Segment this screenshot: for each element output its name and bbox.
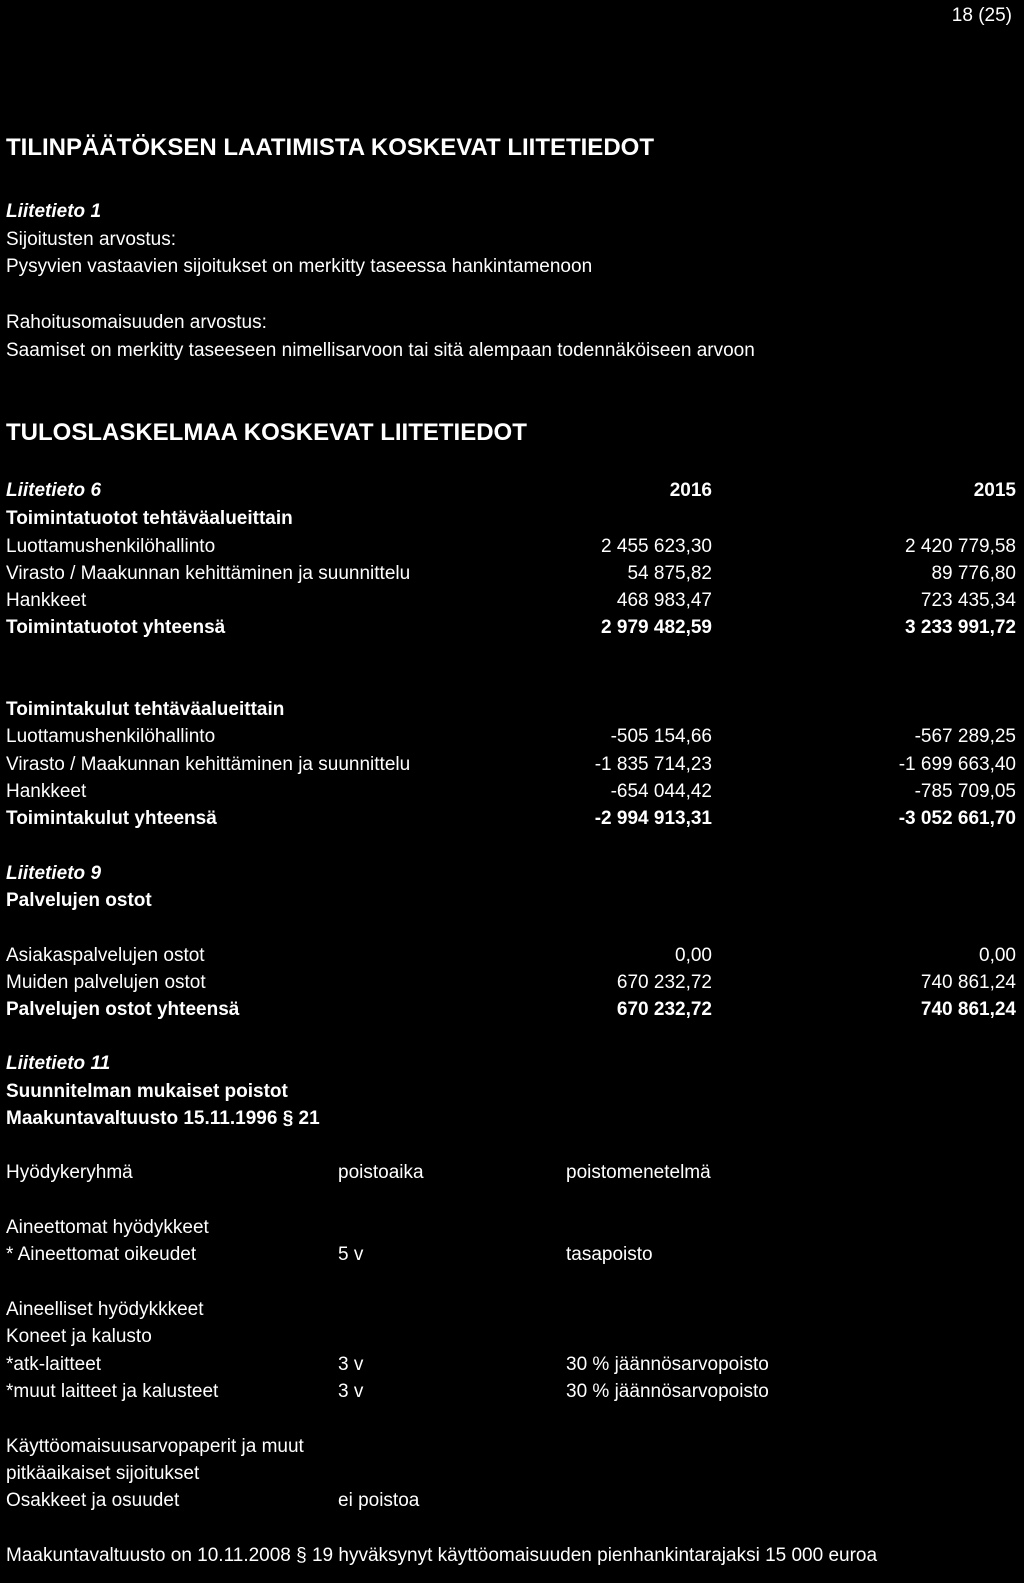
row-label: * Aineettomat oikeudet bbox=[6, 1244, 197, 1265]
note-title: Liitetieto 9 bbox=[6, 863, 102, 884]
heading-financial-statement-notes: TILINPÄÄTÖKSEN LAATIMISTA KOSKEVAT LIITETIEDOT bbox=[6, 134, 654, 161]
value-2016: 670 232,72 bbox=[616, 999, 712, 1020]
value-2015: -3 052 661,70 bbox=[898, 808, 1016, 829]
row-period: 3 v bbox=[338, 1354, 364, 1375]
row-label: Luottamushenkilöhallinto bbox=[6, 726, 216, 747]
row-label: Muiden palvelujen ostot bbox=[6, 972, 206, 993]
note-line: Rahoitusomaisuuden arvostus: bbox=[6, 312, 267, 333]
section-subheading: Maakuntavaltuusto 15.11.1996 § 21 bbox=[6, 1108, 320, 1129]
note-line: Saamiset on merkitty taseeseen nimellisarvoon tai sitä alempaan todennäköiseen arvoon bbox=[6, 340, 755, 361]
note-title: Liitetieto 6 bbox=[6, 480, 102, 501]
value-2016: 468 983,47 bbox=[616, 590, 712, 611]
row-method: 30 % jäännösarvopoisto bbox=[566, 1381, 769, 1402]
value-2016: -2 994 913,31 bbox=[594, 808, 712, 829]
value-2016: 54 875,82 bbox=[627, 563, 712, 584]
value-2015: 3 233 991,72 bbox=[905, 617, 1016, 638]
value-2015: -785 709,05 bbox=[914, 781, 1016, 802]
group-heading: Käyttöomaisuusarvopaperit ja muut bbox=[6, 1436, 304, 1457]
value-2016: 2 455 623,30 bbox=[601, 536, 712, 557]
value-2015: 89 776,80 bbox=[931, 563, 1016, 584]
row-label: Virasto / Maakunnan kehittäminen ja suunnittelu bbox=[6, 754, 411, 775]
row-method: tasapoisto bbox=[566, 1244, 653, 1265]
row-period: 5 v bbox=[338, 1244, 364, 1265]
row-label: *muut laitteet ja kalusteet bbox=[6, 1381, 219, 1402]
value-2015: -567 289,25 bbox=[914, 726, 1016, 747]
note-title: Liitetieto 1 bbox=[6, 201, 102, 222]
value-2016: 670 232,72 bbox=[616, 972, 712, 993]
value-2016: -505 154,66 bbox=[610, 726, 712, 747]
section-heading: Toimintakulut tehtäväalueittain bbox=[6, 699, 285, 720]
value-2015: 2 420 779,58 bbox=[905, 536, 1016, 557]
group-subheading: Koneet ja kalusto bbox=[6, 1326, 152, 1347]
column-header-method: poistomenetelmä bbox=[566, 1162, 711, 1183]
year-header-2015: 2015 bbox=[973, 480, 1016, 501]
footer-note: Maakuntavaltuusto on 10.11.2008 § 19 hyväksynyt käyttöomaisuuden pienhankintarajaksi 15 000 euroa bbox=[6, 1545, 878, 1566]
row-label: *atk-laitteet bbox=[6, 1354, 102, 1375]
group-heading: Aineelliset hyödykkkeet bbox=[6, 1299, 204, 1320]
row-label: Asiakaspalvelujen ostot bbox=[6, 945, 205, 966]
value-2015: 723 435,34 bbox=[920, 590, 1016, 611]
section-heading: Suunnitelman mukaiset poistot bbox=[6, 1081, 288, 1102]
row-label: Toimintakulut yhteensä bbox=[6, 808, 217, 829]
section-heading: Palvelujen ostot bbox=[6, 890, 152, 911]
row-period: 3 v bbox=[338, 1381, 364, 1402]
row-label: Virasto / Maakunnan kehittäminen ja suunnittelu bbox=[6, 563, 411, 584]
value-2015: 0,00 bbox=[979, 945, 1016, 966]
value-2015: 740 861,24 bbox=[920, 999, 1016, 1020]
value-2016: 2 979 482,59 bbox=[601, 617, 712, 638]
value-2016: -1 835 714,23 bbox=[594, 754, 712, 775]
heading-income-statement-notes: TULOSLASKELMAA KOSKEVAT LIITETIEDOT bbox=[6, 419, 527, 446]
row-label: Toimintatuotot yhteensä bbox=[6, 617, 226, 638]
note-line: Pysyvien vastaavien sijoitukset on merkitty taseessa hankintamenoon bbox=[6, 256, 593, 277]
value-2016: -654 044,42 bbox=[610, 781, 712, 802]
value-2016: 0,00 bbox=[675, 945, 712, 966]
row-label: Luottamushenkilöhallinto bbox=[6, 536, 216, 557]
note-line: Sijoitusten arvostus: bbox=[6, 229, 177, 250]
section-heading: Toimintatuotot tehtäväalueittain bbox=[6, 508, 293, 529]
column-header-asset-group: Hyödykeryhmä bbox=[6, 1162, 133, 1183]
row-label: Palvelujen ostot yhteensä bbox=[6, 999, 240, 1020]
row-label: Hankkeet bbox=[6, 781, 87, 802]
group-heading-continued: pitkäaikaiset sijoitukset bbox=[6, 1463, 200, 1484]
page-number: 18 (25) bbox=[951, 5, 1012, 26]
value-2015: 740 861,24 bbox=[920, 972, 1016, 993]
row-label: Osakkeet ja osuudet bbox=[6, 1490, 180, 1511]
year-header-2016: 2016 bbox=[669, 480, 712, 501]
column-header-period: poistoaika bbox=[338, 1162, 424, 1183]
row-method: 30 % jäännösarvopoisto bbox=[566, 1354, 769, 1375]
group-heading: Aineettomat hyödykkeet bbox=[6, 1217, 209, 1238]
value-2015: -1 699 663,40 bbox=[898, 754, 1016, 775]
row-label: Hankkeet bbox=[6, 590, 87, 611]
note-title: Liitetieto 11 bbox=[6, 1053, 111, 1074]
row-period: ei poistoa bbox=[338, 1490, 420, 1511]
